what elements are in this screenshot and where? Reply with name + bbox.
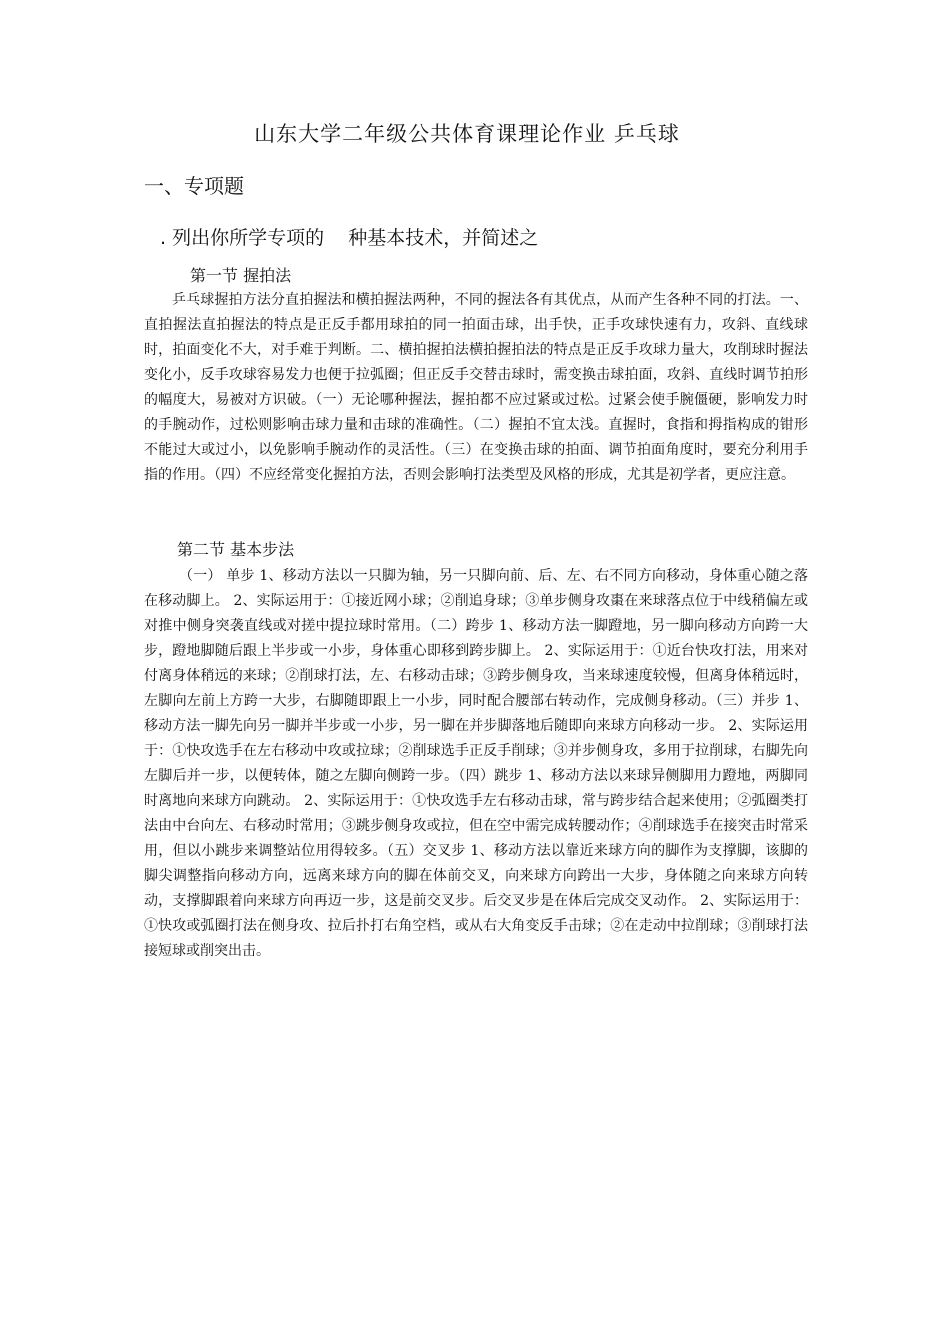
section-1-heading: 第一节 握拍法 — [190, 266, 292, 285]
question-heading: . 列出你所学专项的 种基本技术，并简述之 — [160, 227, 539, 249]
section-2-paragraph: （一） 单步 1、移动方法以一只脚为轴，另一只脚向前、后、左、右不同方向移动，身体重心随之落在移动脚上。 2、实际运用于：①接近网小球；②削追身球；③单步侧身攻棗在来球落点位于中线稍偏左或对推中侧身突袭直线或对搓中提拉球时常用。（二）跨步 1、移动方法一脚蹬地，另一脚向移动方向跨一大步，蹬地脚随后跟上半步或一小步，身体重心即移到跨步脚上。 2、实际运用于：①近台快攻打法，用来对付离身体稍远的来球；②削球打法，左、右移动击球；③跨步侧身攻，当来球速度较慢，但离身体稍远时，左脚向左前上方跨一大步，右脚随即跟上一小步，同时配合腰部右转动作，完成侧身移动。（三）并步 1、移动方法一脚先向另一脚并半步或一小步，另一脚在并步脚落地后随即向来球方向移动一步。 2、实际运用于：①快攻选手在左右移动中攻或拉球；②削球选手正反手削球；③并步侧身攻，多用于拉削球，右脚先向左脚后并一步，以便转体，随之左脚向侧跨一步。（四）跳步 1、移动方法以来球异侧脚用力蹬地，两脚同时离地向来球方向跳动。 2、实际运用于：①快攻选手左右移动击球，常与跨步结合起来使用；②弧圈类打法由中台向左、右移动时常用；③跳步侧身攻或拉，但在空中需完成转腰动作；④削球选手在接突击时常采用，但以小跳步来调整站位用得较多。（五）交叉步 1、移动方法以靠近来球方向的脚作为支撑脚，该脚的脚尖调整指向移动方向，远离来球方向的脚在体前交叉，向来球方向跨出一大步，身体随之向来球方向转动，支撑脚跟着向来球方向再迈一步，这是前交叉步。后交叉步是在体后完成交叉动作。 2、实际运用于：①快攻或弧圈打法在侧身攻、拉后扑打右角空档，或从右大角变反手击球；②在走动中拉削球；③削球打法接短球或削突出击。 — [144, 568, 808, 959]
section-1-paragraph: 乒乓球握拍方法分直拍握法和横拍握法两种，不同的握法各有其优点，从而产生各种不同的打法。一、直拍握法直拍握法的特点是正反手都用球拍的同一拍面击球，出手快，正手攻球快速有力，攻斜、直线球时，拍面变化不大，对手难于判断。二、横拍握拍法横拍握拍法的特点是正反手攻球力量大，攻削球时握法变化小，反手攻球容易发力也便于拉弧圈；但正反手交替击球时，需变换击球拍面，攻斜、直线时调节拍形的幅度大，易被对方识破。（一）无论哪种握法，握拍都不应过紧或过松。过紧会使手腕僵硬，影响发力时的手腕动作，过松则影响击球力量和击球的准确性。（二）握拍不宜太浅。直握时，食指和拇指构成的钳形不能过大或过小，以免影响手腕动作的灵活性。（三）在变换击球的拍面、调节拍面角度时，要充分利用手指的作用。（四）不应经常变化握拍方法，否则会影响打法类型及风格的形成，尤其是初学者，更应注意。 — [144, 292, 808, 483]
document-title: 山东大学二年级公共体育课理论作业 乒乓球 — [254, 122, 680, 146]
section-2-heading: 第二节 基本步法 — [177, 540, 295, 559]
section-heading: 一、专项题 — [144, 174, 244, 198]
